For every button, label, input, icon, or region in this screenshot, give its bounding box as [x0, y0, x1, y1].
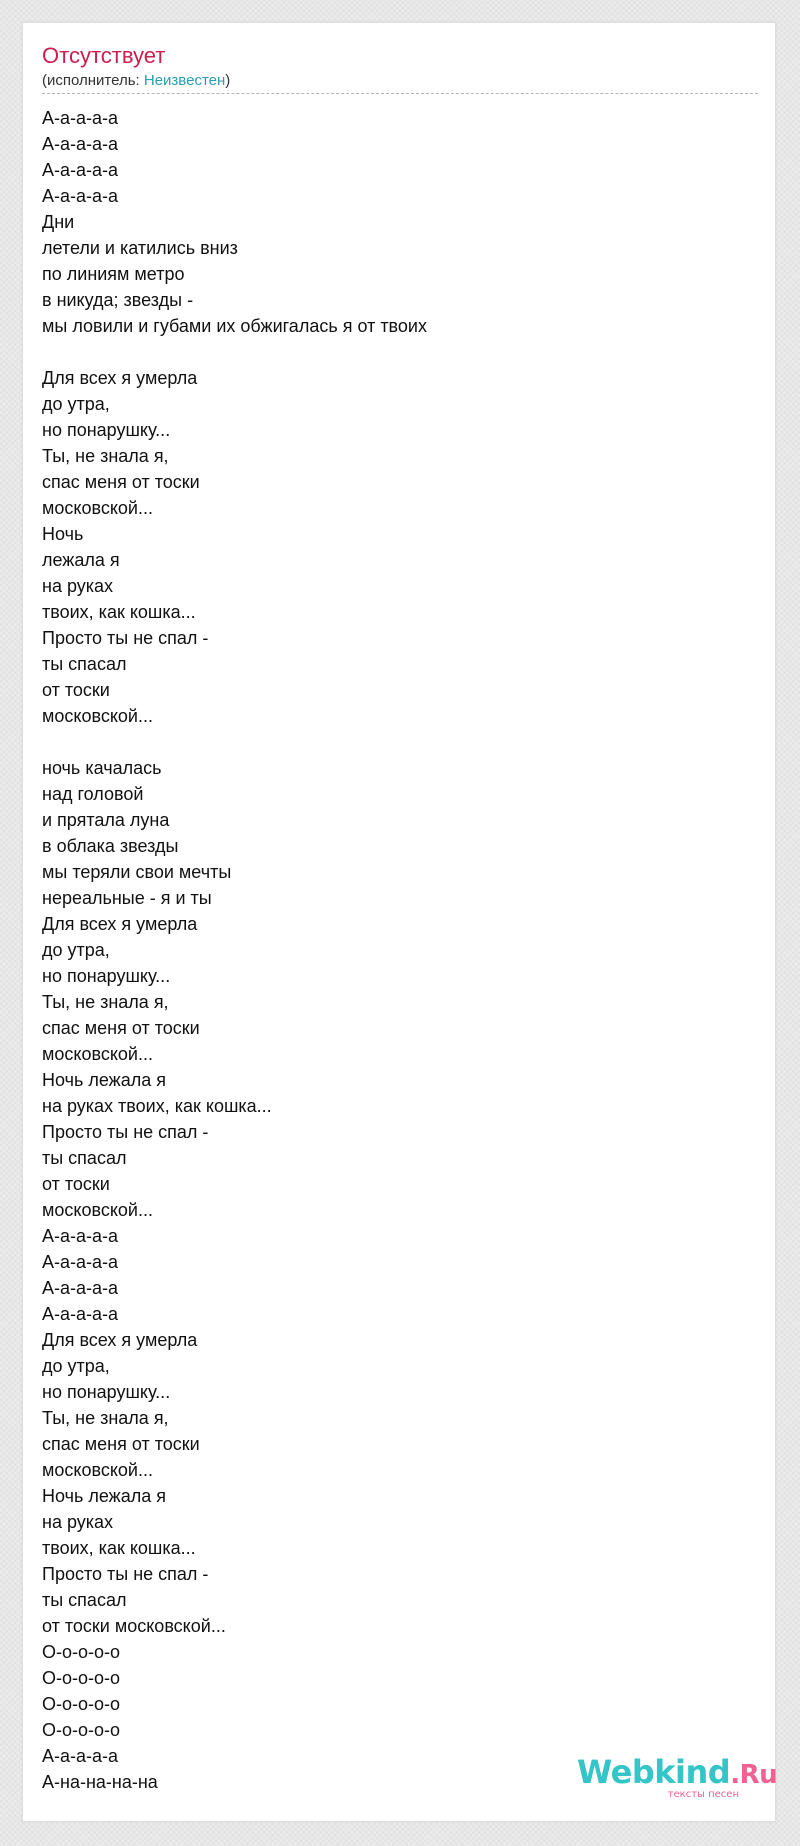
logo-tld: .Ru — [730, 1760, 778, 1790]
lyric-line: твоих, как кошка... — [42, 1538, 196, 1558]
lyric-line: по линиям метро — [42, 264, 185, 284]
lyric-line: Для всех я умерла — [42, 368, 198, 388]
lyric-line: О-о-о-о-о — [42, 1668, 121, 1688]
lyric-line: до утра, — [42, 1356, 110, 1376]
lyric-line: московской... — [42, 1044, 153, 1064]
lyric-line: спас меня от тоски — [42, 1018, 200, 1038]
lyric-line: на руках — [42, 1512, 114, 1532]
lyric-line: ты спасал — [42, 1148, 127, 1168]
lyric-line: А-на-на-на-на — [42, 1772, 158, 1792]
performer-suffix: ) — [225, 72, 231, 89]
lyric-line: Ночь лежала я — [42, 1070, 166, 1090]
lyric-line: Для всех я умерла — [42, 1330, 198, 1350]
lyric-line: А-а-а-а-а — [42, 160, 119, 180]
lyric-line: спас меня от тоски — [42, 472, 200, 492]
lyric-line: А-а-а-а-а — [42, 186, 119, 206]
lyric-line: А-а-а-а-а — [42, 1226, 119, 1246]
lyric-line: Просто ты не спал - — [42, 1122, 209, 1142]
lyric-line: Для всех я умерла — [42, 914, 198, 934]
lyric-line: московской... — [42, 706, 153, 726]
performer-prefix: (исполнитель: — [42, 72, 144, 89]
lyric-line: ты спасал — [42, 654, 127, 674]
lyric-line: московской... — [42, 1200, 153, 1220]
lyric-line: твоих, как кошка... — [42, 602, 196, 622]
lyrics-card — [22, 22, 776, 1822]
lyric-line: А-а-а-а-а — [42, 1304, 119, 1324]
lyric-line: Ты, не знала я, — [42, 1408, 169, 1428]
song-title: Отсутствует — [42, 43, 166, 68]
lyric-line: но понарушку... — [42, 1382, 171, 1402]
lyric-line: лежала я — [42, 550, 120, 570]
lyric-line: Дни — [42, 212, 75, 232]
lyric-line: от тоски — [42, 1174, 110, 1194]
lyric-line: А-а-а-а-а — [42, 108, 119, 128]
lyric-line: А-а-а-а-а — [42, 1278, 119, 1298]
lyric-line: Ты, не знала я, — [42, 446, 169, 466]
lyric-line: до утра, — [42, 940, 110, 960]
lyrics-text — [42, 105, 758, 1795]
lyric-line: московской... — [42, 498, 153, 518]
lyric-line: нереальные - я и ты — [42, 888, 212, 908]
site-logo[interactable] — [577, 1753, 778, 1801]
lyric-line: О-о-о-о-о — [42, 1694, 121, 1714]
lyric-line: Просто ты не спал - — [42, 1564, 209, 1584]
lyric-line: и прятала луна — [42, 810, 170, 830]
lyric-line: в никуда; звезды - — [42, 290, 194, 310]
lyric-line: мы теряли свои мечты — [42, 862, 232, 882]
lyric-line: до утра, — [42, 394, 110, 414]
lyric-line: О-о-о-о-о — [42, 1642, 121, 1662]
lyric-line: спас меня от тоски — [42, 1434, 200, 1454]
lyric-line: над головой — [42, 784, 144, 804]
lyric-line: в облака звезды — [42, 836, 179, 856]
lyric-line: О-о-о-о-о — [42, 1720, 121, 1740]
lyric-line: но понарушку... — [42, 966, 171, 986]
performer-link[interactable]: Неизвестен — [143, 72, 226, 89]
logo-brand: Webkind — [577, 1753, 731, 1791]
lyric-line: Ночь лежала я — [42, 1486, 166, 1506]
lyric-line: А-а-а-а-а — [42, 134, 119, 154]
lyric-line: летели и катились вниз — [42, 238, 238, 258]
lyric-line: ты спасал — [42, 1590, 127, 1610]
lyric-line: А-а-а-а-а — [42, 1746, 119, 1766]
logo-wordmark — [577, 1753, 778, 1792]
lyric-line — [42, 339, 758, 365]
lyric-line: Просто ты не спал - — [42, 628, 209, 648]
lyric-line: мы ловили и губами их обжигалась я от твоих — [42, 316, 427, 336]
lyric-line — [42, 729, 758, 755]
lyric-line: на руках — [42, 576, 114, 596]
lyric-line: от тоски московской... — [42, 1616, 226, 1636]
logo-tagline: тексты песен — [667, 1789, 739, 1800]
lyric-line: Ночь — [42, 524, 84, 544]
lyric-line: от тоски — [42, 680, 110, 700]
lyric-line: Ты, не знала я, — [42, 992, 169, 1012]
performer-line — [42, 72, 230, 90]
lyric-line: ночь качалась — [42, 758, 162, 778]
dashed-divider — [42, 93, 758, 94]
lyric-line: на руках твоих, как кошка... — [42, 1096, 272, 1116]
lyric-line: но понарушку... — [42, 420, 171, 440]
lyric-line: А-а-а-а-а — [42, 1252, 119, 1272]
lyric-line: московской... — [42, 1460, 153, 1480]
